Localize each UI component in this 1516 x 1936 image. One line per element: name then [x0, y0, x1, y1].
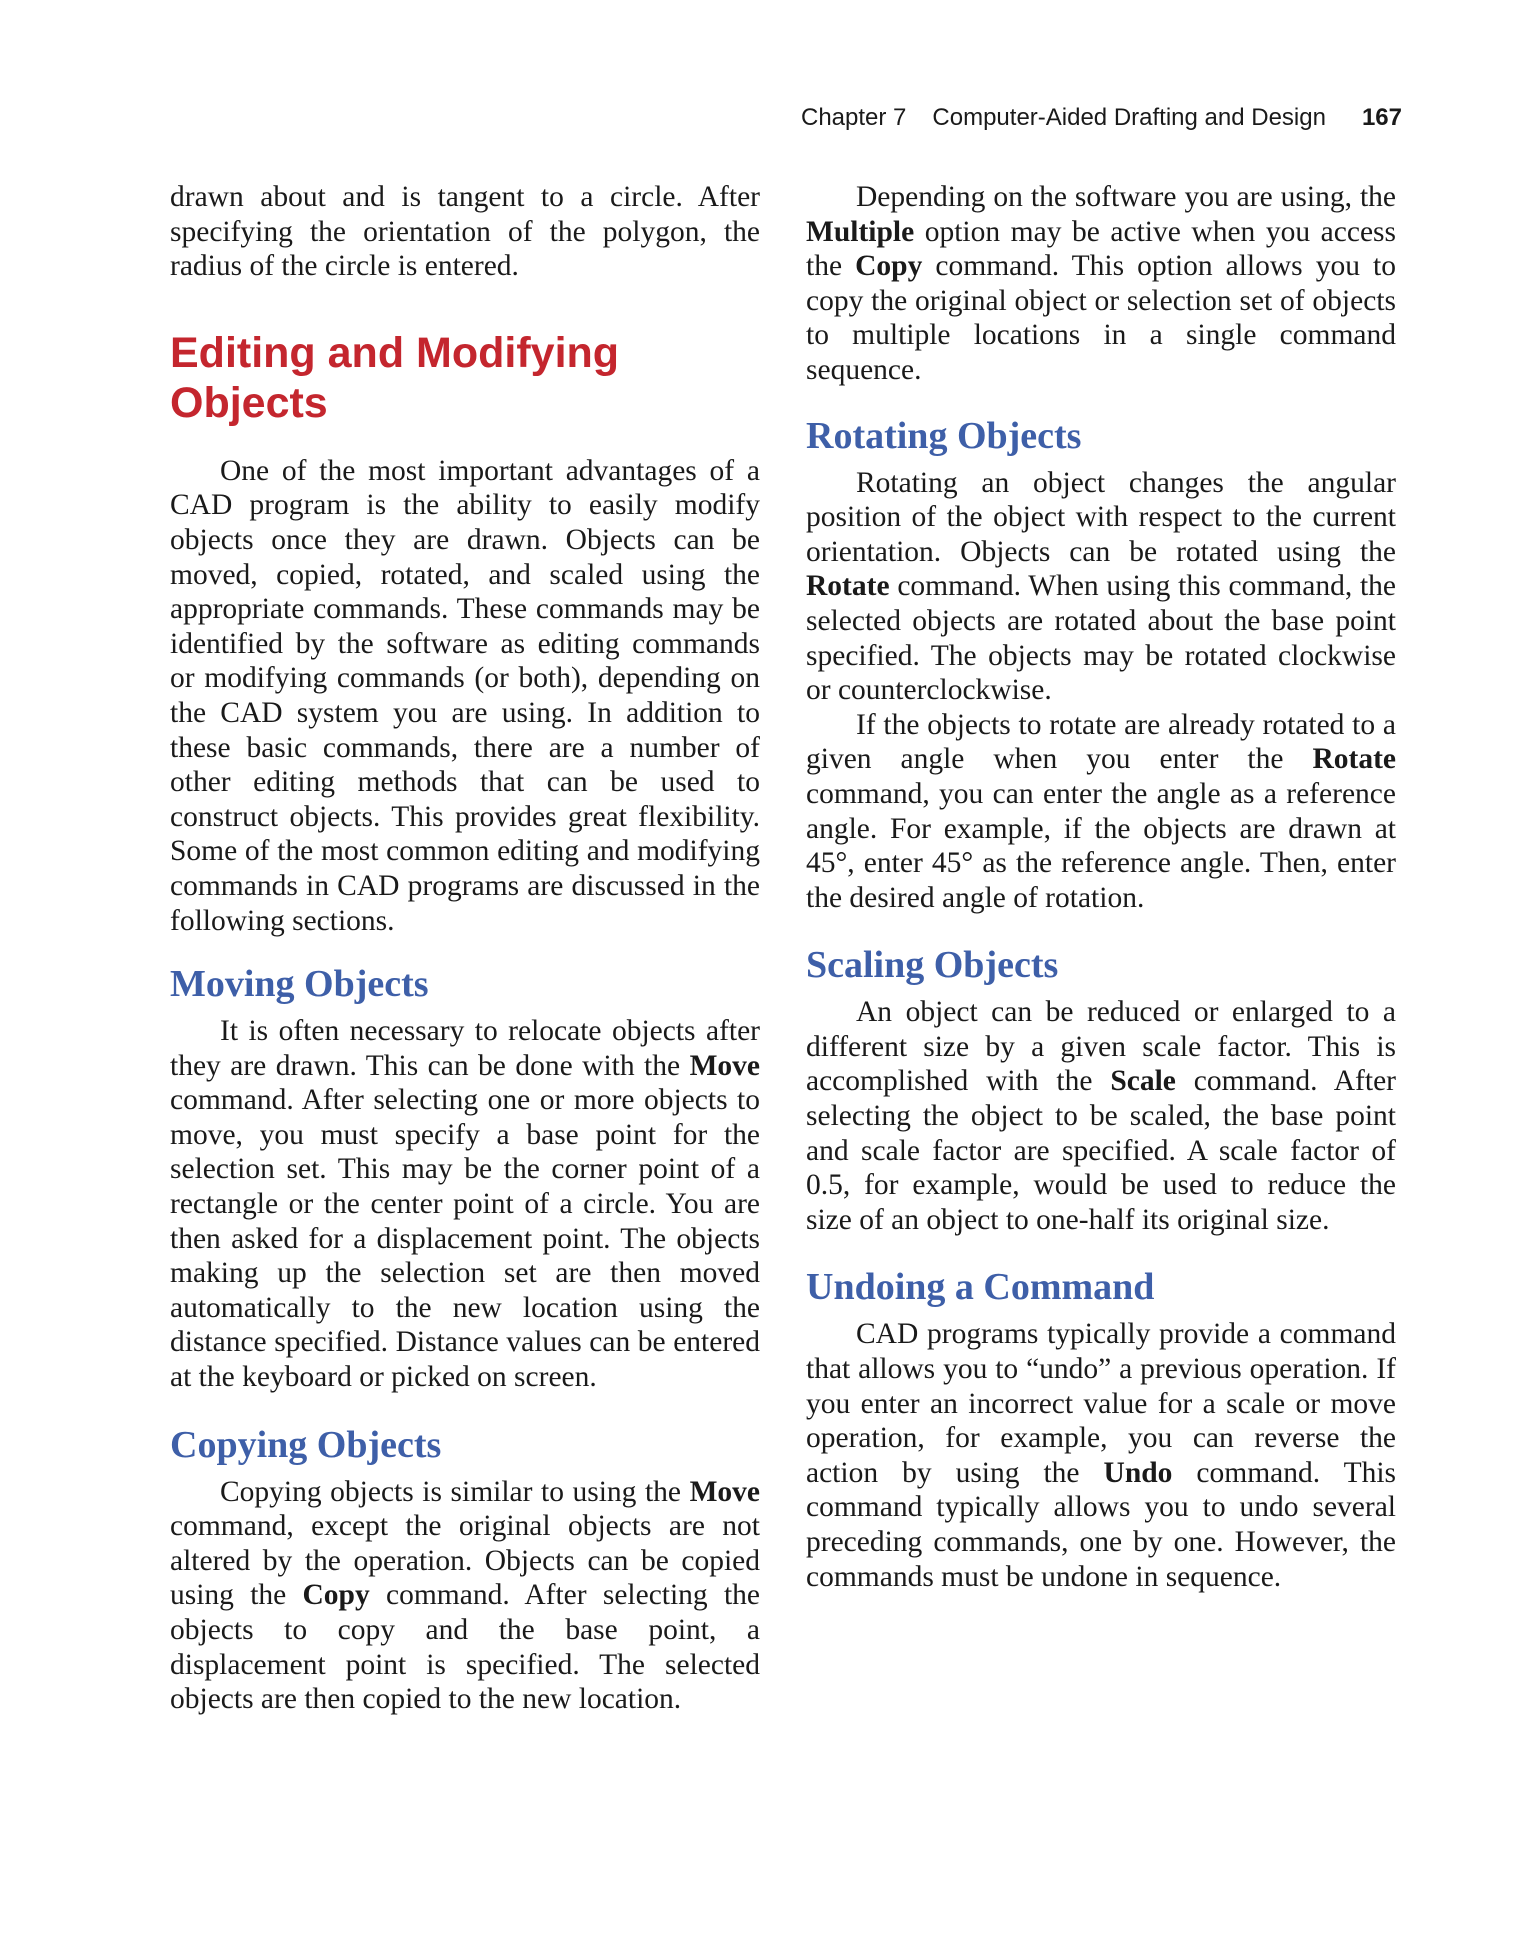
chapter-label: Chapter 7 [801, 104, 907, 131]
undo-paragraph [806, 1317, 1396, 1594]
undo-text-1: CAD programs typically provide a command that allows you to “undo” a previous operation. If you enter an incorrect value for a scale or move operation, for example, you can reverse the action by using the [806, 1318, 1396, 1489]
section-heading-line-2: Objects [170, 378, 328, 427]
moving-heading: Moving Objects [170, 963, 429, 1006]
copy-command-term: Copy [855, 250, 923, 283]
move-command-term: Move [689, 1049, 761, 1082]
move-command-term: Move [689, 1475, 761, 1508]
editing-paragraph: One of the most important advantages of a CAD program is the ability to easily modify objects once they are drawn. Objects can be moved, copied, rotated, and scaled using the appropriate commands. These commands may be identified by the software as editing commands or modifying commands (or both), depending on the CAD system you are using. In addition to these basic commands, there are a number of other editing methods that can be used to construct objects. This provides great flexibility. Some of the most common editing and modifying commands in CAD programs are discussed in the following sections. [170, 454, 760, 937]
rotating-heading: Rotating Objects [806, 414, 1082, 457]
undo-text-2: command. This command typically allows you to undo several preceding commands, one by one. However, the commands must be undone in sequence. [806, 1456, 1397, 1593]
multiple-text-1: Depending on the software you are using, the [856, 181, 1396, 213]
undo-command-term: Undo [1103, 1456, 1173, 1489]
multiple-text-3: command. This option allows you to copy the original object or selection set of objects to multiple locations in a single command sequence. [806, 250, 1397, 386]
rotate-command-term: Rotate [1312, 743, 1396, 776]
page-number: 167 [1361, 104, 1402, 131]
scaling-paragraph [806, 995, 1396, 1237]
moving-paragraph [170, 1014, 760, 1395]
scaling-text-1: An object can be reduced or enlarged to a different size by a given scale factor. This is accomplished with the [806, 996, 1396, 1098]
copying-text-1: Copying objects is similar to using the [220, 1475, 682, 1508]
copying-text-2: command, except the original objects are not altered by the operation. Objects can be copied using the [170, 1510, 760, 1612]
running-header [801, 104, 1402, 132]
copying-heading: Copying Objects [170, 1423, 442, 1466]
moving-text-1: It is often necessary to relocate objects after they are drawn. This can be done with the [170, 1015, 760, 1082]
section-heading [170, 328, 760, 428]
undo-heading: Undoing a Command [806, 1266, 1155, 1309]
right-column [806, 180, 1396, 1594]
rotating-text-3: If the objects to rotate are already rotated to a given angle when you enter the [806, 708, 1396, 776]
copying-paragraph [170, 1475, 760, 1717]
multiple-paragraph [806, 180, 1396, 388]
rotate-command-term: Rotate [806, 570, 890, 603]
rotating-paragraph-1 [806, 466, 1396, 708]
multiple-option-term: Multiple [806, 215, 915, 248]
rotating-text-4: command, you can enter the angle as a reference angle. For example, if the objects are drawn at 45°, enter 45° as the reference angle. Then, enter the desired angle of rotation. [806, 777, 1396, 914]
intro-paragraph: drawn about and is tangent to a circle. After specifying the orientation of the polygon, the radius of the circle is entered. [170, 181, 760, 283]
rotating-text-1: Rotating an object changes the angular position of the object with respect to the current orientation. Objects can be rotated using the [806, 466, 1396, 568]
rotating-text-2: command. When using this command, the selected objects are rotated about the base point specified. The objects may be rotated clockwise or counterclockwise. [806, 570, 1397, 707]
rotating-paragraph-2 [806, 708, 1396, 916]
scale-command-term: Scale [1110, 1065, 1176, 1098]
multiple-text-2: option may be active when you access the [806, 215, 1396, 283]
copy-command-term: Copy [302, 1579, 370, 1612]
chapter-title: Computer-Aided Drafting and Design [932, 104, 1326, 131]
copying-text-3: command. After selecting the objects to copy and the base point, a displacement point is specified. The selected objects are then copied to the new location. [170, 1579, 760, 1716]
section-heading-line-1: Editing and Modifying [170, 328, 620, 377]
moving-text-2: command. After selecting one or more objects to move, you must specify a base point for the selection set. This may be the corner point of a rectangle or the center point of a circle. You are then asked for a displacement point. The objects making up the selection set are then moved automatically to the new location using the distance specified. Distance values can be entered at the keyboard or picked on screen. [170, 1084, 760, 1394]
left-column [170, 180, 760, 1717]
scaling-text-2: command. After selecting the object to be scaled, the base point and scale factor are specified. A scale factor of 0.5, for example, would be used to reduce the size of an object to one-half its original size. [806, 1065, 1396, 1236]
scaling-heading: Scaling Objects [806, 944, 1059, 987]
